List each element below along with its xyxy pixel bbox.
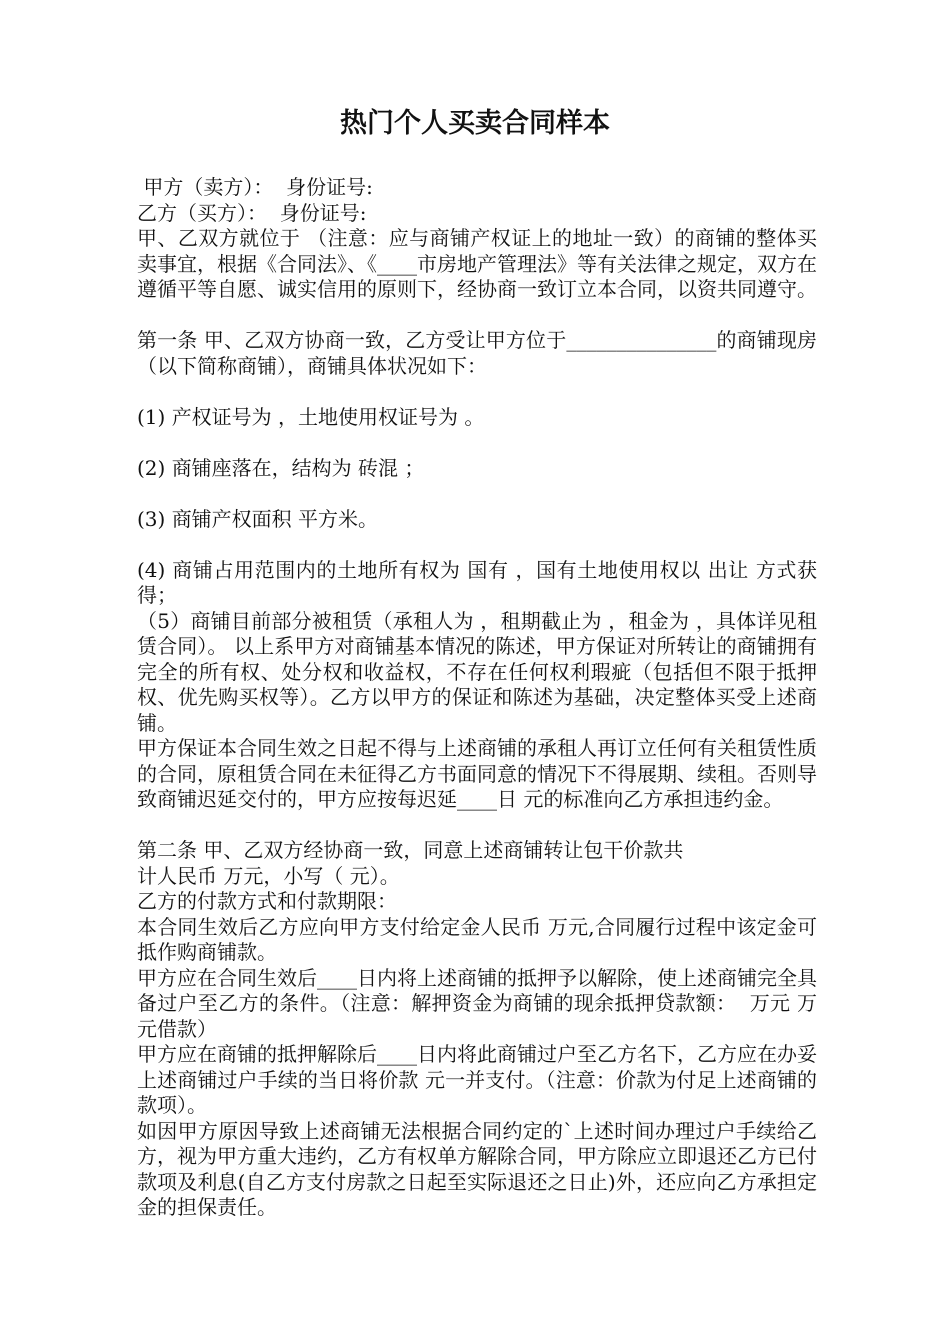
item-3-paragraph: (3) 商铺产权面积 平方米。: [137, 506, 379, 531]
spacer: [137, 813, 817, 839]
item-2-paragraph: (2) 商铺座落在，结构为 砖混 ；: [137, 455, 425, 480]
party-a-line: 甲方（卖方）： 身份证号:: [137, 175, 373, 199]
spacer: [137, 532, 817, 558]
item-5-paragraph: （5）商铺目前部分被租赁（承租人为 ，租期截止为 ，租金为 ，具体详见租赁合同）。 以上系甲方对商铺基本情况的陈述，甲方保证对所转让的商铺拥有完全的所有权、处分权和收益权，不存在任何权利瑕疵（包括但不限于抵押权、优先购买权等）。乙方以甲方的保证和陈述为基础，决定整体买受上述商铺。: [137, 608, 817, 735]
item-4-paragraph: (4) 商铺占用范围内的土地所有权为 国有 ，国有土地使用权以 出让 方式获得；: [137, 557, 817, 607]
lease-guarantee-paragraph: 甲方保证本合同生效之日起不得与上述商铺的承租人再订立任何有关租赁性质的合同，原租赁合同在未征得乙方书面同意的情况下不得展期、续租。否则导致商铺迟延交付的，甲方应按每迟延____日 元的标准向乙方承担违约金。: [137, 736, 817, 811]
party-b-line: 乙方（买方）： 身份证号:: [137, 200, 367, 225]
preamble-paragraph: 甲、乙双方就位于 （注意：应与商铺产权证上的地址一致）的商铺的整体买卖事宜，根据《合同法》、《____市房地产管理法》等有关法律之规定，双方在遵循平等自愿、诚实信用的原则下，经协商一致订立本合同，以资共同遵守。: [137, 226, 817, 301]
transfer-paragraph: 甲方应在商铺的抵押解除后____日内将此商铺过户至乙方名下，乙方应在办妥上述商铺过户手续的当日将价款 元一并支付。（注意：价款为付足上述商铺的款项）。: [137, 1042, 817, 1117]
deposit-paragraph: 本合同生效后乙方应向甲方支付给定金人民币 万元,合同履行过程中该定金可抵作购商铺款。: [137, 914, 817, 964]
spacer: [137, 303, 817, 329]
mortgage-release-paragraph: 甲方应在合同生效后____日内将上述商铺的抵押予以解除，使上述商铺完全具备过户至乙方的条件。（注意：解押资金为商铺的现余抵押贷款额： 万元 万元借款）: [137, 965, 817, 1041]
breach-paragraph: 如因甲方原因导致上述商铺无法根据合同约定的`上述时间办理过户手续给乙方，视为甲方重大违约，乙方有权单方解除合同，甲方除应立即退还乙方已付款项及利息(自乙方支付房款之日起至实际退还之日止)外，还应向乙方承担定金的担保责任。: [137, 1118, 817, 1219]
document-body: [137, 175, 817, 1221]
spacer: [137, 379, 817, 405]
article-2-price-line: 计人民币 万元，小写（ 元）。: [137, 863, 400, 888]
document-title: 热门个人买卖合同样本: [340, 108, 610, 139]
item-1-paragraph: (1) 产权证号为 ，土地使用权证号为 。: [137, 404, 485, 429]
article-2-paragraph: 第二条 甲、乙双方经协商一致，同意上述商铺转让包干价款共: [137, 838, 684, 862]
article-1-paragraph: 第一条 甲、乙双方协商一致，乙方受让甲方位于_______________的商铺现房（以下简称商铺），商铺具体状况如下：: [137, 328, 817, 378]
spacer: [137, 430, 817, 456]
spacer: [137, 481, 817, 507]
payment-terms-heading: 乙方的付款方式和付款期限：: [137, 889, 397, 913]
